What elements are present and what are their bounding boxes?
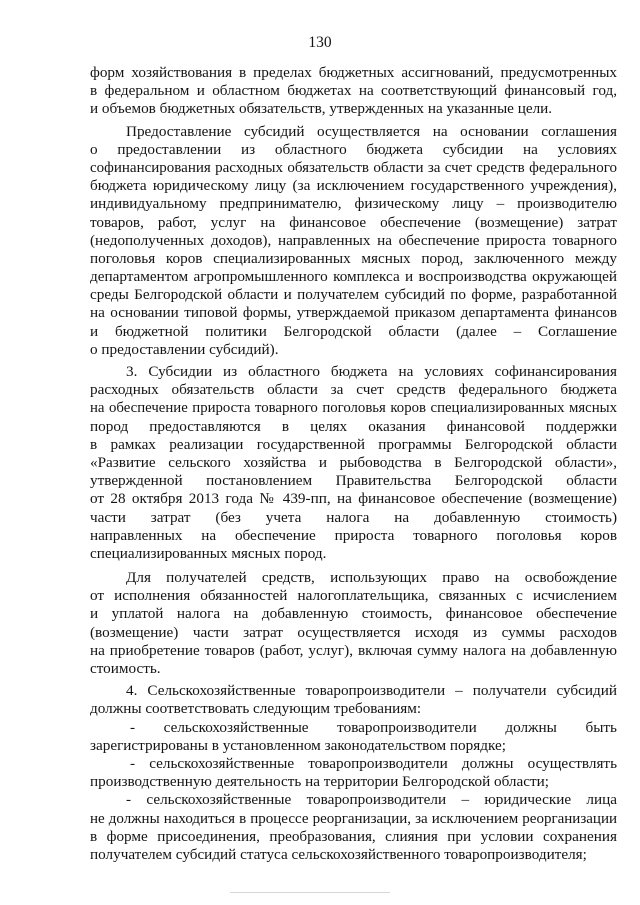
text-line: форм хозяйствования в пределах бюджетных ассигнований, предусмотренных	[90, 64, 617, 81]
text-line: среды Белгородской области и получателем субсидий по форме, разработанной	[90, 286, 617, 304]
text-line: производственную деятельность на территории Белгородской области;	[90, 773, 549, 791]
text-line: направленных на обеспечение прироста товарного поголовья коров	[90, 526, 617, 544]
text-line: 3. Субсидии из областного бюджета на условиях софинансирования	[126, 363, 617, 380]
requirement-reorganization	[90, 791, 617, 864]
text-line: стоимость.	[90, 660, 161, 677]
text-line: на обеспечение прироста товарного поголовья коров специализированных мясных	[90, 400, 617, 417]
text-line: - сельскохозяйственные товаропроизводители должны осуществлять	[130, 754, 617, 772]
scan-artifact	[230, 892, 390, 893]
text-line: на основании типовой формы, утверждаемой приказом департамента финансов	[90, 304, 617, 322]
paragraph-subsidy-agreement	[90, 123, 617, 359]
paragraph-item-3	[90, 363, 617, 563]
text-line: софинансирования расходных обязательств области за счет средств федерального	[90, 159, 617, 176]
text-line: департаментом агропромышленного комплекса и воспроизводства окружающей	[90, 268, 617, 286]
text-line: и объемов бюджетных обязательств, утвержденных на указанные цели.	[90, 100, 553, 118]
text-line: от исполнения обязанностей налогоплательщика, связанных с исчислением	[90, 587, 617, 605]
requirement-registration	[90, 719, 617, 755]
text-line: Для получателей средств, использующих право на освобождение	[126, 569, 617, 587]
text-line: в рамках реализации государственной программы Белгородской области	[90, 435, 617, 453]
text-line: на приобретение товаров (работ, услуг), включая сумму налога на добавленную	[90, 641, 617, 659]
text-line: бюджета юридическому лицу (за исключением государственного учреждения),	[90, 177, 617, 195]
text-line: Предоставление субсидий осуществляется на основании соглашения	[126, 122, 617, 140]
text-line: (возмещение) части затрат осуществляется исходя из суммы расходов	[90, 623, 617, 641]
text-line: - сельскохозяйственные товаропроизводители должны быть	[130, 718, 617, 736]
text-line: пород предоставляются в целях оказания финансовой поддержки	[90, 417, 617, 435]
text-line: утвержденной постановлением Правительства Белгородской области	[90, 472, 617, 490]
text-line: товаров, работ, услуг на финансовое обеспечение (возмещение) затрат	[90, 213, 617, 231]
paragraph-vat-exemption	[90, 569, 617, 678]
text-line: от 28 октября 2013 года № 439-пп, на финансовое обеспечение (возмещение)	[90, 490, 617, 508]
text-line: поголовья коров специализированных мясных пород, заключенного между	[90, 249, 617, 267]
text-line: не должны находиться в процессе реорганизации, за исключением реорганизации	[90, 810, 617, 827]
text-line: 4. Сельскохозяйственные товаропроизводители – получатели субсидий	[126, 682, 617, 700]
text-line: должны соответствовать следующим требованиям:	[90, 700, 422, 718]
text-line: получателем субсидий статуса сельскохозяйственного товаропроизводителя;	[90, 845, 587, 863]
text-line: в форме присоединения, преобразования, слияния при условии сохранения	[90, 827, 617, 845]
text-line: - сельскохозяйственные товаропроизводители – юридические лица	[126, 791, 617, 809]
page-number: 130	[308, 34, 332, 51]
text-line: «Развитие сельского хозяйства и рыбоводства в Белгородской области»,	[90, 453, 617, 471]
paragraph-item-4	[90, 682, 617, 718]
text-line: в федеральном и областном бюджетах на соответствующий финансовый год,	[90, 82, 617, 100]
text-line: и бюджетной политики Белгородской области (далее – Соглашение	[90, 322, 617, 340]
text-line: части затрат (без учета налога на добавленную стоимость)	[90, 508, 617, 526]
paragraph-continuation	[90, 64, 617, 119]
text-line: специализированных мясных пород.	[90, 544, 327, 562]
text-line: индивидуальному предпринимателю, физическому лицу – производителю	[90, 195, 617, 213]
text-line: и уплатой налога на добавленную стоимость, финансовое обеспечение	[90, 605, 617, 623]
document-body	[90, 64, 617, 864]
text-line: о предоставлении субсидий).	[90, 340, 279, 358]
requirement-territory	[90, 755, 617, 791]
text-line: о предоставлении из областного бюджета субсидии на условиях	[90, 140, 617, 158]
text-line: (недополученных доходов), направленных на обеспечение прироста товарного	[90, 231, 617, 249]
text-line: зарегистрированы в установленном законодательством порядке;	[90, 736, 506, 754]
text-line: расходных обязательств области за счет средств федерального бюджета	[90, 381, 617, 399]
